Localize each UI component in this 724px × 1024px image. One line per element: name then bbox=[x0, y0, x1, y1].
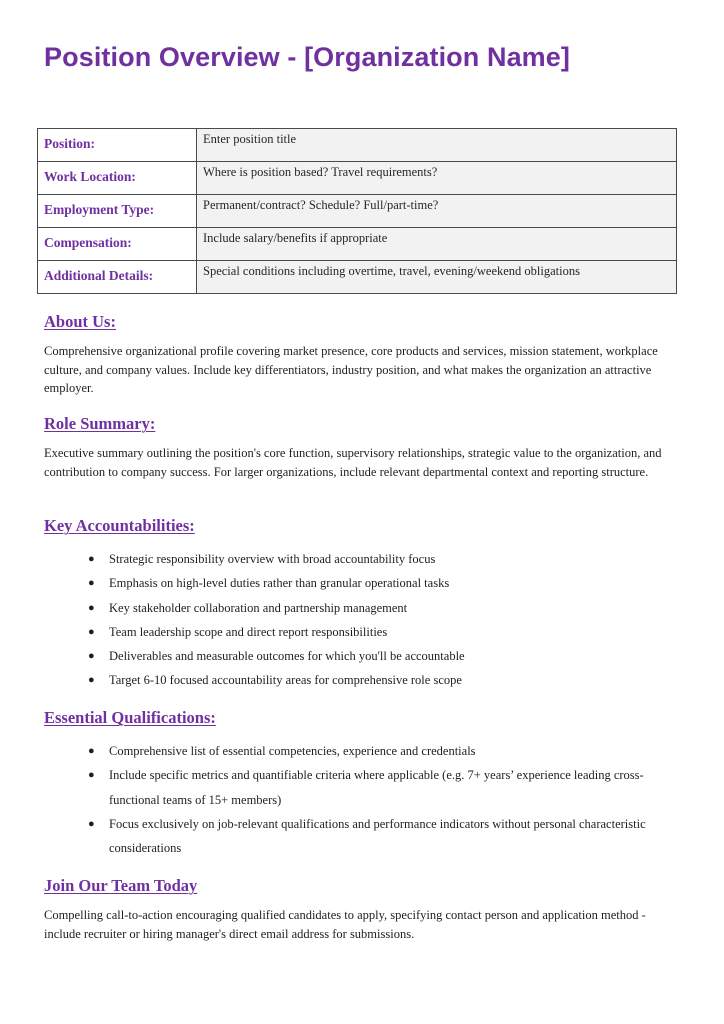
about-us-section bbox=[44, 312, 684, 398]
list-item bbox=[44, 596, 684, 620]
key-accountabilities-list bbox=[44, 547, 684, 693]
list-item-text: Include specific metrics and quantifiable criteria where applicable (e.g. 7+ years’ experience leading cross-functional teams of 15+ members) bbox=[109, 768, 644, 807]
list-item-text: Focus exclusively on job-relevant qualifications and performance indicators without personal characteristic considerations bbox=[109, 816, 646, 856]
employment-type-value[interactable]: Permanent/contract? Schedule? Full/part-time? bbox=[197, 195, 677, 228]
additional-details-value[interactable]: Special conditions including overtime, travel, evening/weekend obligations bbox=[197, 261, 677, 294]
table-row-work-location bbox=[38, 162, 677, 195]
bullet-icon: ● bbox=[88, 601, 95, 614]
list-item-text: Strategic responsibility overview with broad accountability focus bbox=[109, 552, 436, 566]
role-summary-section bbox=[44, 414, 684, 481]
list-item bbox=[44, 739, 684, 763]
list-item-text: Emphasis on high-level duties rather than granular operational tasks bbox=[109, 576, 450, 591]
bullet-icon: ● bbox=[88, 674, 95, 687]
page-title: Position Overview - [Organization Name] bbox=[44, 42, 570, 72]
table-row-compensation bbox=[38, 228, 677, 261]
list-item bbox=[44, 547, 684, 571]
compensation-value[interactable]: Include salary/benefits if appropriate bbox=[197, 228, 677, 261]
bullet-icon: ● bbox=[88, 577, 95, 590]
additional-details-label: Additional Details: bbox=[38, 261, 197, 294]
bullet-icon: ● bbox=[88, 817, 95, 830]
list-item bbox=[44, 763, 684, 812]
bullet-icon: ● bbox=[88, 745, 95, 757]
work-location-value[interactable]: Where is position based? Travel requirements? bbox=[197, 162, 677, 195]
bullet-icon: ● bbox=[88, 650, 95, 663]
list-item-text: Target 6-10 focused accountability areas for comprehensive role scope bbox=[109, 673, 462, 688]
list-item bbox=[44, 644, 684, 668]
role-summary-heading: Role Summary: bbox=[44, 414, 156, 433]
bullet-icon: ● bbox=[88, 769, 95, 782]
work-location-label: Work Location: bbox=[38, 162, 197, 195]
key-accountabilities-heading: Key Accountabilities: bbox=[44, 516, 195, 535]
compensation-label: Compensation: bbox=[38, 228, 197, 261]
position-label: Position: bbox=[38, 129, 197, 162]
role-summary-text: Executive summary outlining the position's core function, supervisory relationships, strategic value to the organization, and contribution to company success. For larger organizations, include relevant departmental context and reporting structure. bbox=[44, 446, 662, 479]
position-value[interactable]: Enter position title bbox=[197, 129, 677, 162]
employment-type-label: Employment Type: bbox=[38, 195, 197, 228]
bullet-icon: ● bbox=[88, 625, 95, 638]
table-row-position bbox=[38, 129, 677, 162]
list-item bbox=[44, 571, 684, 595]
list-item bbox=[44, 812, 684, 861]
key-accountabilities-section bbox=[44, 516, 684, 693]
table-row-additional-details bbox=[38, 261, 677, 294]
table-row-employment-type bbox=[38, 195, 677, 228]
essential-qualifications-section bbox=[44, 708, 684, 860]
essential-qualifications-list bbox=[44, 739, 684, 860]
bullet-icon: ● bbox=[88, 553, 95, 565]
essential-qualifications-heading: Essential Qualifications: bbox=[44, 708, 216, 727]
list-item-text: Key stakeholder collaboration and partnership management bbox=[109, 600, 408, 615]
join-team-section bbox=[44, 876, 684, 943]
about-us-heading: About Us: bbox=[44, 312, 116, 331]
about-us-text: Comprehensive organizational profile covering market presence, core products and services, mission statement, workplace culture, and company values. Include key differentiators, industry position, and what makes the organization an attractive employer. bbox=[44, 344, 658, 395]
position-overview-table bbox=[37, 128, 677, 294]
list-item bbox=[44, 668, 684, 692]
list-item bbox=[44, 620, 684, 644]
join-team-text: Compelling call-to-action encouraging qualified candidates to apply, specifying contact person and application method - include recruiter or hiring manager's direct email address for submissions. bbox=[44, 908, 646, 941]
list-item-text: Team leadership scope and direct report responsibilities bbox=[109, 624, 388, 639]
join-team-heading: Join Our Team Today bbox=[44, 876, 198, 895]
list-item-text: Comprehensive list of essential competencies, experience and credentials bbox=[109, 744, 476, 758]
list-item-text: Deliverables and measurable outcomes for which you'll be accountable bbox=[109, 649, 465, 664]
